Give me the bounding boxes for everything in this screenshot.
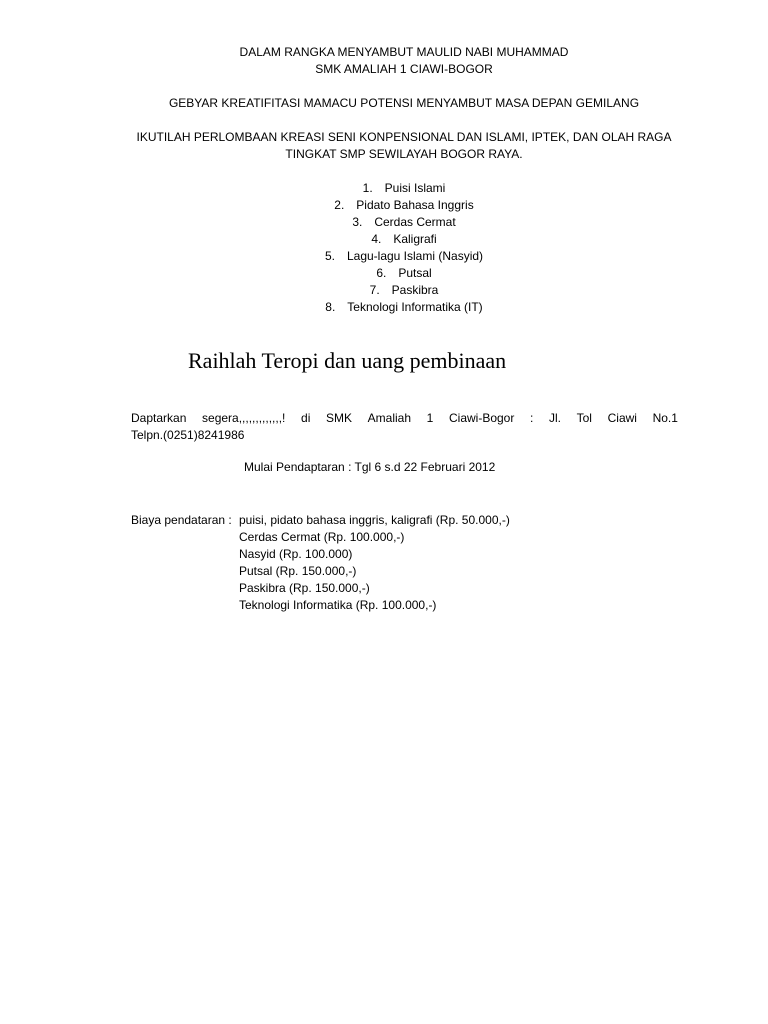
- fee-row: [131, 512, 510, 529]
- fee-item: Nasyid (Rp. 100.000): [239, 547, 353, 561]
- registration-word: :: [530, 411, 534, 425]
- list-number: 4.: [371, 232, 382, 246]
- list-number: 2.: [334, 198, 345, 212]
- list-item-label: Putsal: [398, 266, 432, 280]
- header-school: SMK AMALIAH 1 CIAWI-BOGOR: [315, 62, 493, 76]
- registration-word: Amaliah: [367, 411, 412, 425]
- list-number: 1.: [362, 181, 373, 195]
- list-item-label: Pidato Bahasa Inggris: [356, 198, 474, 212]
- list-item-label: Paskibra: [391, 283, 439, 297]
- registration-word: Ciawi: [607, 411, 637, 425]
- fee-row: [131, 546, 510, 563]
- prize-tagline: Raihlah Teropi dan uang pembinaan: [188, 348, 507, 373]
- fee-item: Putsal (Rp. 150.000,-): [239, 564, 357, 578]
- registration-word: Ciawi-Bogor: [449, 411, 515, 425]
- list-item: [0, 299, 768, 316]
- fee-row: [131, 529, 510, 546]
- registration-info: [131, 410, 678, 444]
- registration-word: segera,,,,,,,,,,,,,!: [202, 411, 286, 425]
- list-item: [0, 265, 768, 282]
- registration-word: Jl.: [548, 411, 561, 425]
- event-theme: GEBYAR KREATIFITASI MAMACU POTENSI MENYAMBUT MASA DEPAN GEMILANG: [168, 96, 640, 110]
- list-item: [0, 214, 768, 231]
- invitation-line-2: TINGKAT SMP SEWILAYAH BOGOR RAYA.: [285, 147, 523, 161]
- fee-row: [131, 563, 510, 580]
- header-occasion: DALAM RANGKA MENYAMBUT MAULID NABI MUHAMMAD: [239, 45, 569, 59]
- list-item-label: Lagu-lagu Islami (Nasyid): [346, 249, 484, 263]
- registration-word: Daptarkan: [131, 411, 187, 425]
- fee-item: Teknologi Informatika (Rp. 100.000,-): [239, 598, 437, 612]
- registration-phone: Telpn.(0251)8241986: [131, 428, 245, 442]
- registration-period: Mulai Pendaptaran : Tgl 6 s.d 22 Februari 2012: [244, 460, 496, 474]
- list-item-label: Cerdas Cermat: [374, 215, 456, 229]
- list-item-label: Kaligrafi: [393, 232, 437, 246]
- registration-word: 1: [426, 411, 434, 425]
- list-item-label: Puisi Islami: [384, 181, 446, 195]
- fee-item: Cerdas Cermat (Rp. 100.000,-): [239, 530, 405, 544]
- competition-list: [0, 180, 768, 316]
- registration-word: Tol: [576, 411, 592, 425]
- list-item: [0, 197, 768, 214]
- list-number: 6.: [376, 266, 387, 280]
- fee-list: [131, 512, 510, 614]
- list-item: [0, 231, 768, 248]
- registration-word: di: [301, 411, 311, 425]
- fee-row: [131, 580, 510, 597]
- fee-row: [131, 597, 510, 614]
- list-number: 5.: [324, 249, 335, 263]
- list-item: [0, 248, 768, 265]
- list-number: 3.: [352, 215, 363, 229]
- invitation-line-1: IKUTILAH PERLOMBAAN KREASI SENI KONPENSIONAL DAN ISLAMI, IPTEK, DAN OLAH RAGA: [136, 130, 672, 144]
- registration-address-line: [131, 410, 678, 427]
- fee-item: Paskibra (Rp. 150.000,-): [239, 581, 370, 595]
- list-item-label: Teknologi Informatika (IT): [347, 300, 483, 314]
- fee-label: Biaya pendataran :: [131, 513, 232, 527]
- registration-word: SMK: [326, 411, 353, 425]
- list-item: [0, 180, 768, 197]
- registration-word: No.1: [652, 411, 678, 425]
- list-number: 8.: [325, 300, 336, 314]
- fee-item: puisi, pidato bahasa inggris, kaligrafi (Rp. 50.000,-): [239, 513, 510, 527]
- list-item: [0, 282, 768, 299]
- list-number: 7.: [369, 283, 380, 297]
